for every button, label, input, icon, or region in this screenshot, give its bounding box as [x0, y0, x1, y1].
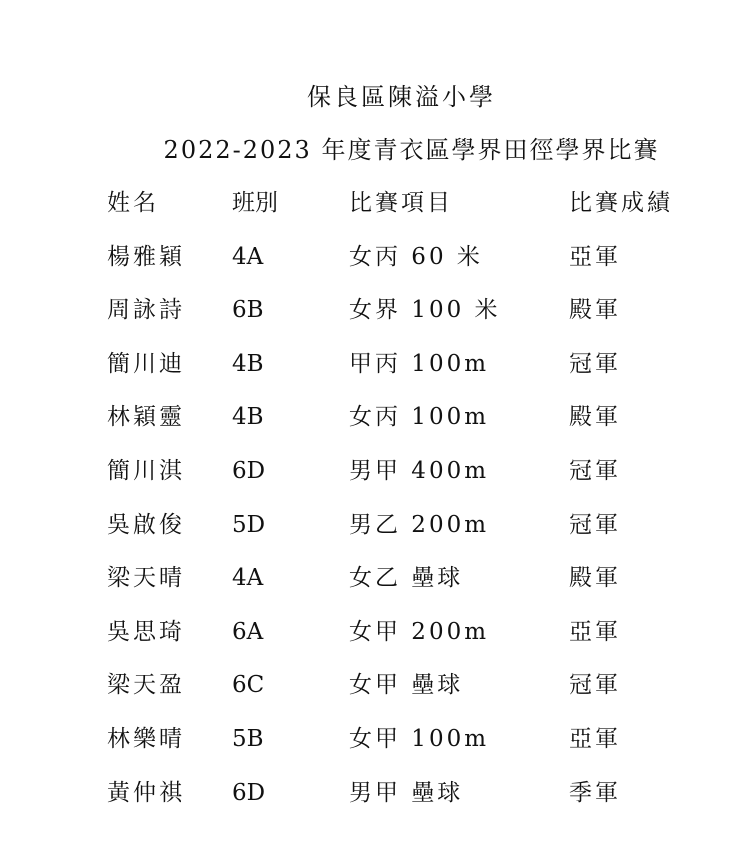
cell-event: 女丙 100m: [349, 404, 490, 431]
cell-event: 男甲 壘球: [349, 779, 464, 806]
document-subtitle: 2022-2023 年度青衣區學界田徑學界比賽: [163, 136, 660, 164]
cell-result: 冠軍: [569, 457, 621, 484]
cell-name: 簡川淇: [107, 457, 185, 484]
cell-class: 4A: [232, 565, 264, 592]
table-row: [107, 614, 727, 668]
results-table: [107, 185, 727, 828]
cell-result: 亞軍: [569, 725, 621, 752]
table-row: [107, 667, 727, 721]
table-row: [107, 239, 727, 293]
cell-class: 6A: [232, 618, 264, 645]
cell-class: 5B: [232, 725, 264, 752]
cell-result: 殿軍: [569, 297, 621, 324]
cell-event: 女乙 壘球: [349, 565, 464, 592]
table-row: [107, 399, 727, 453]
cell-result: 亞軍: [569, 243, 621, 270]
table-row: [107, 346, 727, 400]
cell-result: 冠軍: [569, 350, 621, 377]
table-row: [107, 721, 727, 775]
cell-result: 冠軍: [569, 672, 621, 699]
cell-name: 黃仲祺: [107, 779, 185, 806]
cell-name: 林穎靈: [107, 404, 185, 431]
cell-event: 女甲 100m: [349, 725, 490, 752]
header-event: 比賽項目: [349, 190, 453, 216]
header-result: 比賽成績: [569, 190, 673, 216]
cell-result: 季軍: [569, 779, 621, 806]
cell-class: 4B: [232, 404, 264, 431]
cell-class: 6D: [232, 457, 266, 484]
cell-event: 男甲 400m: [349, 457, 490, 484]
table-row: [107, 507, 727, 561]
cell-event: 女甲 壘球: [349, 672, 464, 699]
cell-class: 4A: [232, 243, 264, 270]
table-header-row: [107, 185, 727, 239]
header-name: 姓名: [107, 190, 159, 216]
table-row: [107, 453, 727, 507]
cell-event: 女丙 60 米: [349, 243, 483, 270]
cell-name: 林樂晴: [107, 725, 185, 752]
table-row: [107, 560, 727, 614]
cell-class: 4B: [232, 350, 264, 377]
cell-result: 殿軍: [569, 404, 621, 431]
cell-name: 吳啟俊: [107, 511, 185, 538]
cell-event: 男乙 200m: [349, 511, 490, 538]
cell-name: 周詠詩: [107, 297, 185, 324]
cell-class: 6B: [232, 297, 264, 324]
cell-name: 楊雅穎: [107, 243, 185, 270]
cell-event: 甲丙 100m: [349, 350, 490, 377]
cell-event: 女甲 200m: [349, 618, 490, 645]
cell-class: 5D: [232, 511, 266, 538]
cell-class: 6C: [232, 672, 265, 699]
table-row: [107, 292, 727, 346]
document-title: 保良區陳溢小學: [307, 83, 496, 111]
cell-name: 簡川迪: [107, 350, 185, 377]
cell-class: 6D: [232, 779, 266, 806]
header-class: 班別: [232, 190, 278, 216]
cell-event: 女界 100 米: [349, 297, 501, 324]
cell-name: 梁天晴: [107, 565, 185, 592]
table-row: [107, 775, 727, 829]
cell-name: 吳思琦: [107, 618, 185, 645]
cell-name: 梁天盈: [107, 672, 185, 699]
cell-result: 冠軍: [569, 511, 621, 538]
cell-result: 殿軍: [569, 565, 621, 592]
cell-result: 亞軍: [569, 618, 621, 645]
